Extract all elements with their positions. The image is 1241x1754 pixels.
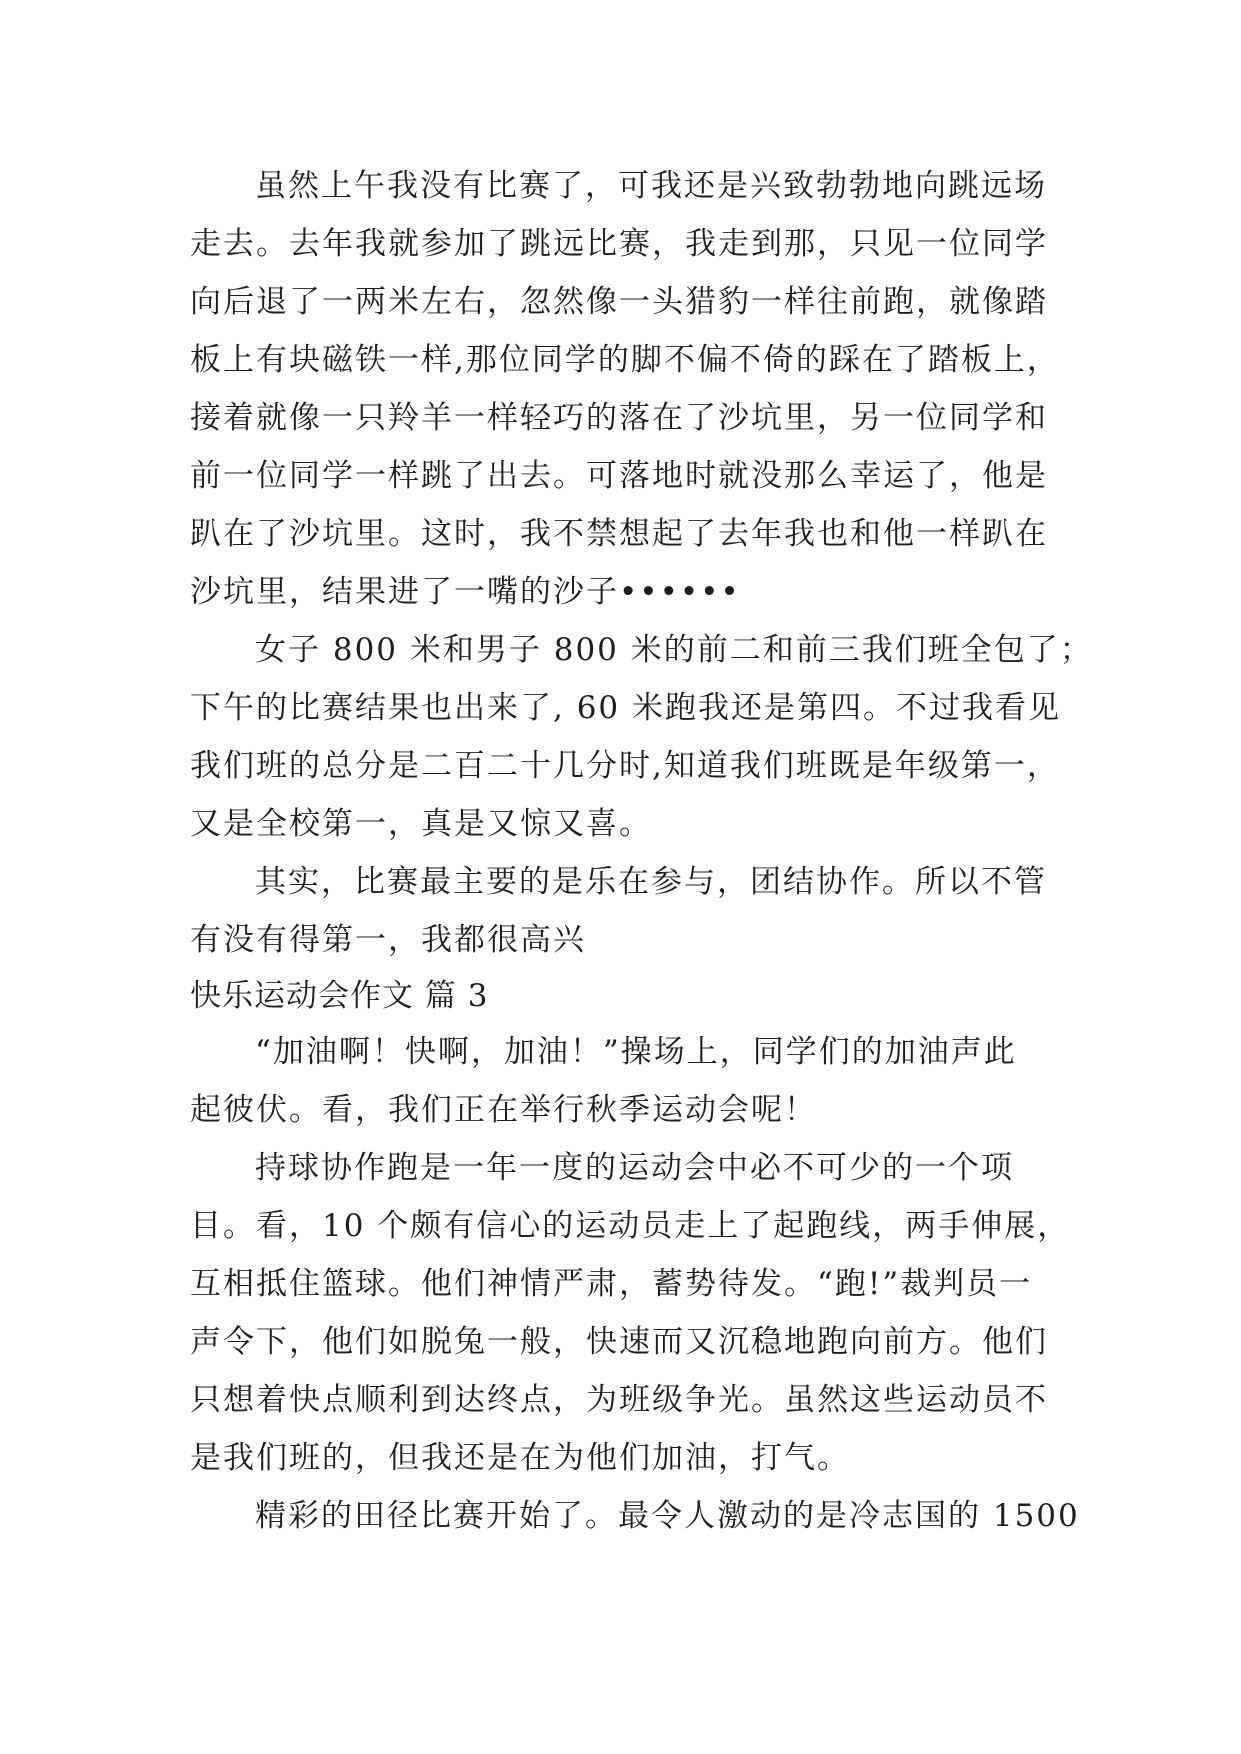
text-line: 有没有得第一，我都很高兴 [190,922,586,958]
text-line: “加油啊！快啊，加油！”操场上，同学们的加油声此 [255,1034,1017,1070]
text-line: 起彼伏。看，我们正在举行秋季运动会呢！ [190,1092,817,1128]
text-line: 我们班的总分是二百二十几分时,知道我们班既是年级第一， [190,748,1060,784]
text-line: 板上有块磁铁一样,那位同学的脚不偏不倚的踩在了踏板上， [190,342,1060,378]
text-line: 是我们班的，但我还是在为他们加油，打气。 [190,1440,850,1476]
text-line: 接着就像一只羚羊一样轻巧的落在了沙坑里，另一位同学和 [190,400,1048,436]
text-line: 走去。去年我就参加了跳远比赛，我走到那，只见一位同学 [190,226,1048,262]
text-line: 女子 800 米和男子 800 米的前二和前三我们班全包了； [255,632,1093,668]
text-line: 持球协作跑是一年一度的运动会中必不可少的一个项 [255,1150,1014,1186]
text-line: 虽然上午我没有比赛了，可我还是兴致勃勃地向跳远场 [255,168,1047,204]
text-line: 其实，比赛最主要的是乐在参与，团结协作。所以不管 [255,864,1047,900]
text-line: 又是全校第一，真是又惊又喜。 [190,806,652,842]
text-line: 下午的比赛结果也出来了, 60 米跑我还是第四。不过我看见 [190,690,1062,726]
text-line: 声令下，他们如脱兔一般，快速而又沉稳地跑向前方。他们 [190,1324,1048,1360]
section-heading: 快乐运动会作文 篇 3 [190,978,489,1014]
text-line: 趴在了沙坑里。这时，我不禁想起了去年我也和他一样趴在 [190,516,1048,552]
text-line: 向后退了一两米左右，忽然像一头猎豹一样往前跑，就像踏 [190,284,1048,320]
text-line: 互相抵住篮球。他们神情严肃，蓄势待发。“跑!”裁判员一 [190,1266,1033,1302]
text-line: 只想着快点顺利到达终点，为班级争光。虽然这些运动员不 [190,1382,1048,1418]
text-line: 前一位同学一样跳了出去。可落地时就没那么幸运了，他是 [190,458,1048,494]
text-line: 目。看，10 个颇有信心的运动员走上了起跑线，两手伸展， [190,1208,1071,1244]
text-line: 精彩的田径比赛开始了。最令人激动的是冷志国的 1500 [255,1498,1080,1534]
text-line: 沙坑里，结果进了一嘴的沙子•••••• [190,574,741,610]
